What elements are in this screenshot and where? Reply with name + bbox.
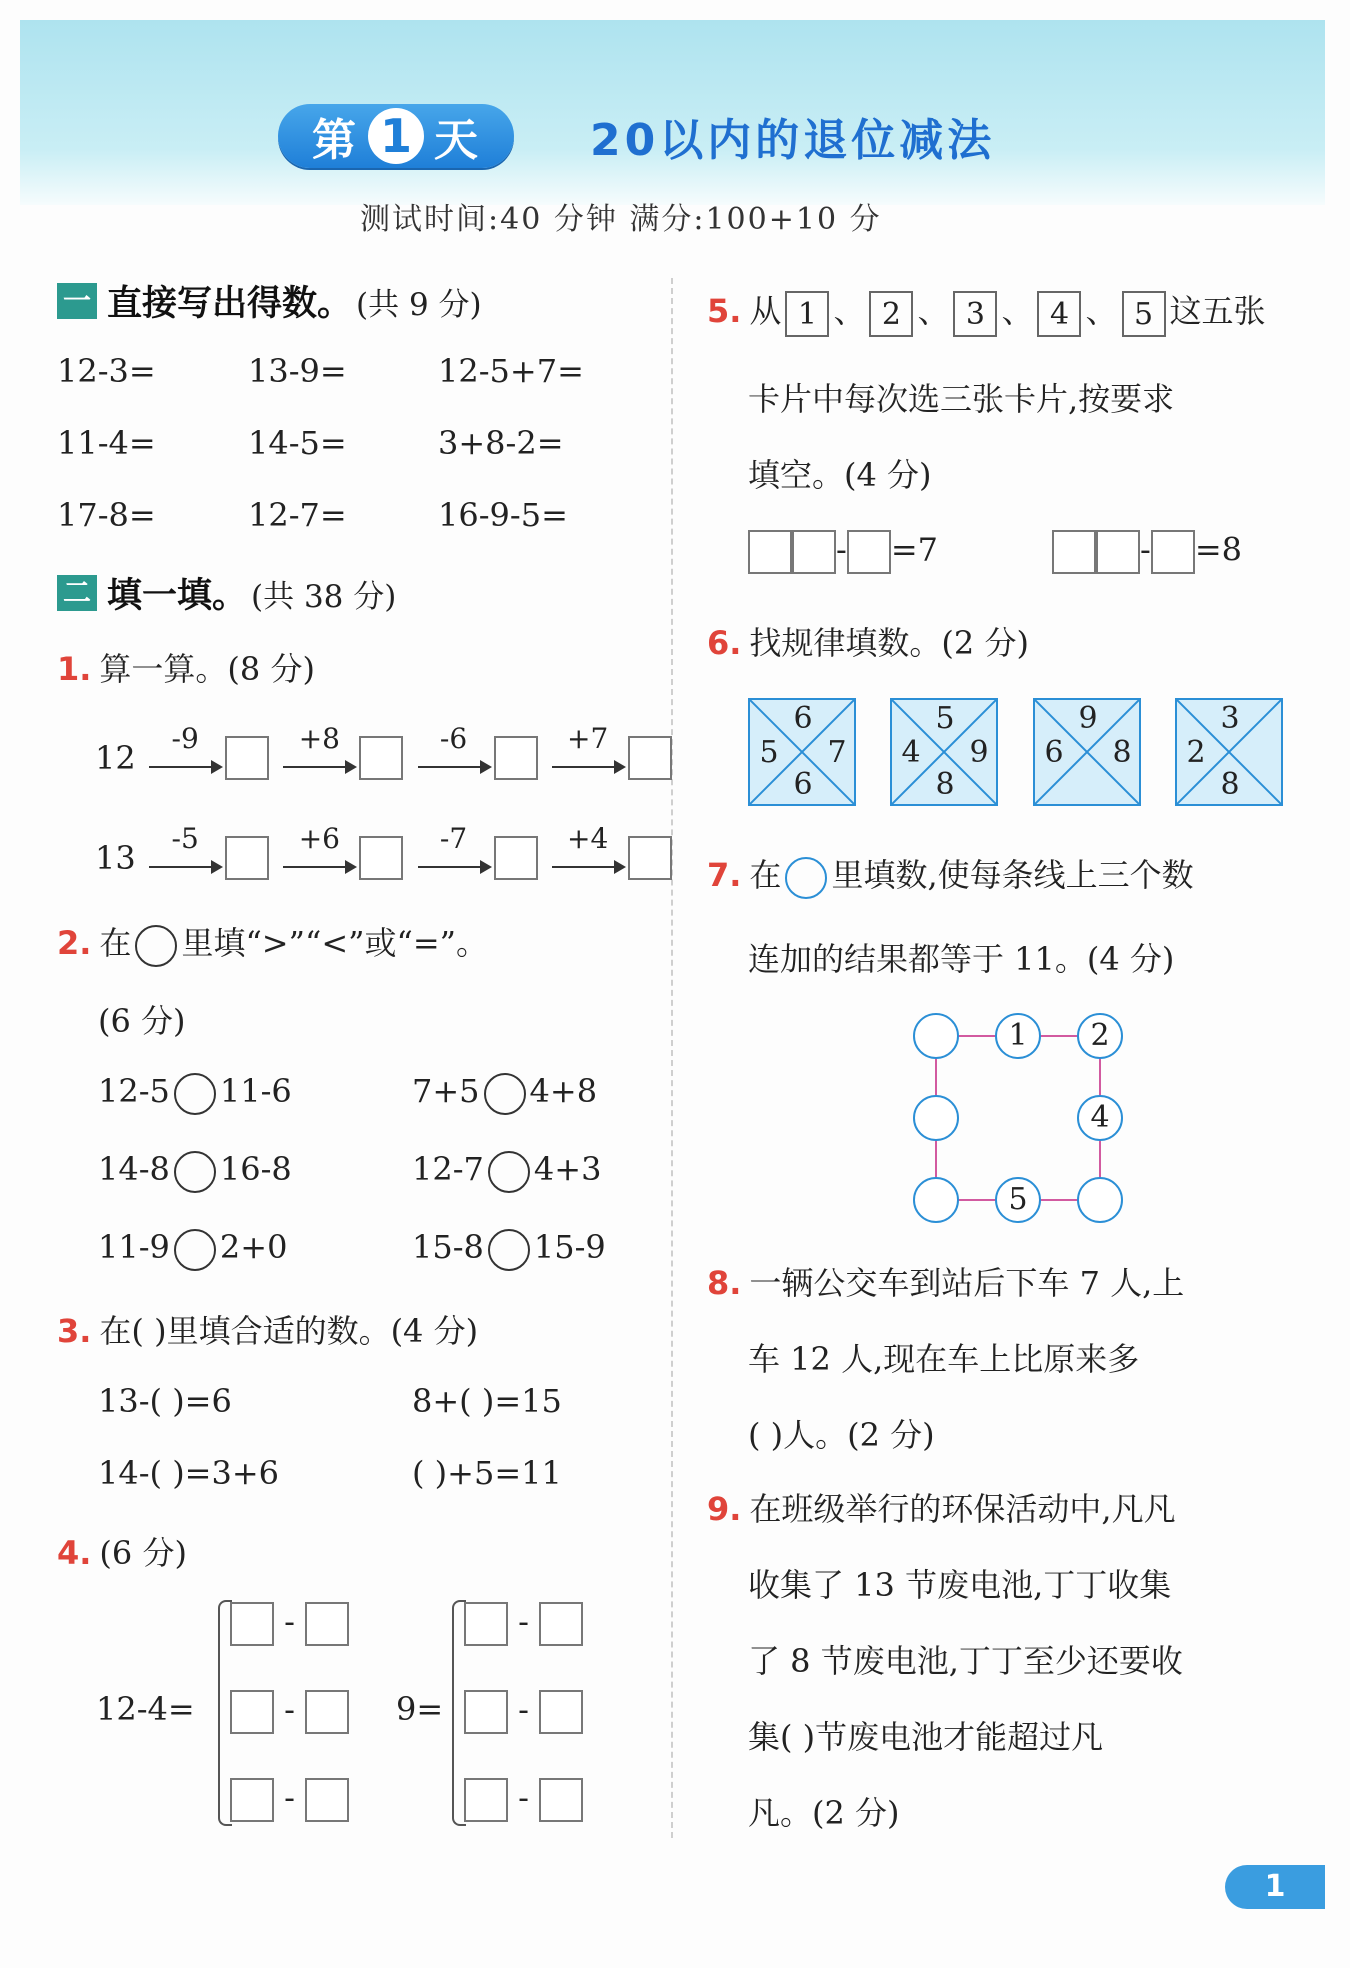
question-number: 2. [57,924,92,962]
decompose-left-expr: 12-4= [96,1690,195,1728]
decompose-row [464,1690,583,1734]
question-text[interactable]: 集( )节废电池才能超过凡 [748,1718,1104,1756]
answer-box[interactable] [305,1690,349,1734]
question-number: 3. [57,1312,92,1350]
question-number: 5. [707,292,742,330]
answer-box[interactable] [230,1602,274,1646]
number-card: 1 [785,291,829,337]
question-number: 6. [707,624,742,662]
calc-item: 12-3= [57,352,156,390]
question-text: 在 [749,856,782,894]
pattern-top: 3 [1220,701,1240,736]
decompose-row [464,1778,583,1822]
minus-sign: - [1140,530,1151,569]
page-number: 1 [1225,1865,1325,1909]
arrow-label: -6 [439,722,468,755]
fill-item[interactable]: 14-( )=3+6 [98,1454,280,1492]
question-text: 一辆公交车到站后下车 7 人,上 [749,1264,1185,1302]
arrow-label: +7 [567,722,609,755]
question-text: 车 12 人,现在车上比原来多 [748,1340,1140,1378]
section-1-mark: 一 [57,283,97,319]
question-3 [57,1306,478,1352]
decompose-row [464,1602,583,1646]
answer-box[interactable] [359,736,403,780]
pattern-box [748,698,856,806]
answer-box[interactable] [225,736,269,780]
compare-circle[interactable] [484,1073,526,1115]
question-number: 8. [707,1264,742,1302]
number-card: 3 [953,291,997,337]
compare-item [412,1072,597,1115]
number-card: 2 [869,291,913,337]
answer-box[interactable] [539,1690,583,1734]
card-equation [1052,530,1242,574]
section-1-score: (共 9 分) [356,286,482,323]
pattern-bottom: 6 [793,767,813,802]
calc-item: 11-4= [57,424,156,462]
circle-node-blank[interactable] [1077,1177,1123,1223]
card-equation [748,530,938,574]
compare-right: 4+3 [533,1150,602,1188]
calc-item: 14-5= [248,424,347,462]
decompose-row [230,1778,349,1822]
compare-right: 2+0 [219,1228,288,1266]
number-card: 5 [1122,291,1166,337]
chain-arrow [416,722,492,780]
day-badge [278,104,514,168]
equation-tail: =7 [890,530,938,569]
decompose-row [230,1690,349,1734]
question-number: 9. [707,1490,742,1528]
arrow-label: +6 [298,822,340,855]
section-2-heading [57,568,396,618]
fill-item[interactable]: ( )+5=11 [412,1454,562,1492]
pattern-top: 9 [1078,701,1098,736]
answer-box[interactable] [539,1602,583,1646]
badge-suffix: 天 [434,115,480,166]
pattern-right: 7 [827,735,847,770]
chain-start: 12 [95,739,136,777]
test-info: 测试时间:40 分钟 满分:100+10 分 [360,202,882,237]
section-1-heading [57,276,482,326]
compare-left: 14-8 [98,1150,170,1188]
badge-prefix: 第 [312,115,358,166]
minus-sign: - [284,1778,295,1817]
minus-sign: - [284,1602,295,1641]
compare-left: 12-5 [98,1072,170,1110]
compare-right: 16-8 [219,1150,292,1188]
compare-item [98,1228,287,1271]
chain-arrow [416,822,492,880]
question-text: 在( )里填合适的数。(4 分) [99,1312,479,1350]
pattern-left: 4 [901,735,921,770]
question-text: 填空。(4 分) [748,456,932,494]
separator: 、 [917,292,950,330]
answer-box[interactable] [539,1778,583,1822]
compare-right: 15-9 [533,1228,606,1266]
calc-item: 13-9= [248,352,347,390]
answer-box[interactable] [1096,530,1140,574]
pattern-left: 6 [1044,735,1064,770]
answer-box[interactable] [494,836,538,880]
decompose-row [230,1602,349,1646]
separator: 、 [833,292,866,330]
calc-item: 12-7= [248,496,347,534]
chain-arrow [550,822,626,880]
compare-circle[interactable] [174,1229,216,1271]
calc-item: 16-9-5= [438,496,568,534]
chain-arrow [550,722,626,780]
question-text: (6 分) [99,1534,187,1572]
answer-box[interactable] [225,836,269,880]
calc-item: 12-5+7= [438,352,584,390]
answer-box[interactable] [464,1602,508,1646]
section-1-title: 直接写出得数。 [107,284,353,324]
question-4 [57,1528,187,1574]
answer-box[interactable] [305,1602,349,1646]
question-text: 卡片中每次选三张卡片,按要求 [748,380,1175,418]
pattern-right: 8 [1112,735,1132,770]
question-8 [707,1258,1184,1304]
circle-node: 1 [995,1013,1041,1059]
question-text: 了 8 节废电池,丁丁至少还要收 [748,1642,1183,1680]
pattern-box [890,698,998,806]
compare-item [412,1228,606,1271]
pattern-box [1175,698,1283,806]
fill-item[interactable]: 8+( )=15 [412,1382,562,1420]
minus-sign: - [518,1602,529,1641]
question-text[interactable]: ( )人。(2 分) [748,1416,935,1454]
decompose-right-expr: 9= [396,1690,444,1728]
question-2 [57,918,488,967]
arrow-label: +8 [298,722,340,755]
answer-box[interactable] [230,1690,274,1734]
column-divider [671,278,673,1838]
question-number: 7. [707,856,742,894]
question-number: 4. [57,1534,92,1572]
minus-sign: - [518,1690,529,1729]
arrow-label: -9 [171,722,199,755]
pattern-left: 5 [759,735,779,770]
section-2-mark: 二 [57,575,97,611]
compare-item [98,1072,292,1115]
question-text: 里填“>”“<”或“=”。 [181,924,489,962]
compare-item [98,1150,292,1193]
unit-title: 20以内的退位减法 [590,115,996,166]
separator: 、 [1001,292,1034,330]
compare-left: 11-9 [98,1228,170,1266]
badge-number: 1 [368,108,424,164]
answer-box[interactable] [1052,530,1096,574]
equation-tail: =8 [1194,530,1242,569]
circle-node: 2 [1077,1013,1123,1059]
question-number: 1. [57,650,92,688]
pattern-top: 6 [793,701,813,736]
question-text: 在班级举行的环保活动中,凡凡 [749,1490,1176,1528]
calc-chain [95,722,672,780]
question-text: 找规律填数。(2 分) [749,624,1029,662]
chain-arrow [281,822,357,880]
question-text: 在 [99,924,132,962]
pattern-box [1033,698,1141,806]
answer-box[interactable] [464,1778,508,1822]
question-text: 从 [749,292,782,330]
minus-sign: - [284,1690,295,1729]
compare-left: 12-7 [412,1150,484,1188]
calc-chain [95,822,672,880]
question-5 [707,286,1266,337]
question-1 [57,644,315,690]
fill-item[interactable]: 13-( )=6 [98,1382,232,1420]
calc-item: 17-8= [57,496,156,534]
answer-box[interactable] [628,736,672,780]
question-9 [707,1484,1176,1530]
pattern-top: 5 [935,701,955,736]
chain-start: 13 [95,839,136,877]
circle-node: 5 [995,1177,1041,1223]
compare-circle[interactable] [174,1073,216,1115]
answer-box[interactable] [359,836,403,880]
chain-arrow [147,722,223,780]
answer-box[interactable] [1151,530,1195,574]
compare-circle[interactable] [174,1151,216,1193]
question-text: 收集了 13 节废电池,丁丁收集 [748,1566,1172,1604]
chain-arrow [147,822,223,880]
question-text: 算一算。(8 分) [99,650,315,688]
calc-item: 3+8-2= [438,424,564,462]
compare-right: 11-6 [219,1072,292,1110]
circle-node-blank[interactable] [913,1177,959,1223]
circle-node-blank[interactable] [913,1095,959,1141]
pattern-bottom: 8 [935,767,955,802]
arrow-label: -5 [171,822,199,855]
arrow-label: -7 [439,822,468,855]
arrow-label: +4 [567,822,609,855]
answer-box[interactable] [230,1778,274,1822]
answer-box[interactable] [792,530,836,574]
pattern-left: 2 [1186,735,1206,770]
question-6 [707,618,1029,664]
circle-node-blank[interactable] [913,1013,959,1059]
chain-arrow [281,722,357,780]
compare-circle[interactable] [488,1151,530,1193]
minus-sign: - [518,1778,529,1817]
question-text: 连加的结果都等于 11。(4 分) [748,940,1175,978]
question-text: 里填数,使每条线上三个数 [831,856,1194,894]
compare-left: 7+5 [412,1072,480,1110]
question-text: 这五张 [1169,292,1266,330]
answer-box[interactable] [494,736,538,780]
pattern-bottom: 8 [1220,767,1240,802]
answer-box[interactable] [628,836,672,880]
circle-node: 4 [1077,1095,1123,1141]
question-text: 凡。(2 分) [748,1794,900,1832]
number-card: 4 [1037,291,1081,337]
answer-box[interactable] [464,1690,508,1734]
pattern-right: 9 [969,735,989,770]
compare-circle[interactable] [488,1229,530,1271]
circle-blank [135,925,177,967]
compare-right: 4+8 [529,1072,598,1110]
compare-item [412,1150,601,1193]
question-7 [707,850,1194,899]
answer-box[interactable] [305,1778,349,1822]
separator: 、 [1085,292,1118,330]
answer-box[interactable] [748,530,792,574]
compare-left: 15-8 [412,1228,484,1266]
circle-blank [785,857,827,899]
minus-sign: - [836,530,847,569]
section-2-title: 填一填。 [107,576,248,616]
question-score: (6 分) [98,1002,186,1040]
answer-box[interactable] [847,530,891,574]
section-2-score: (共 38 分) [251,578,397,615]
